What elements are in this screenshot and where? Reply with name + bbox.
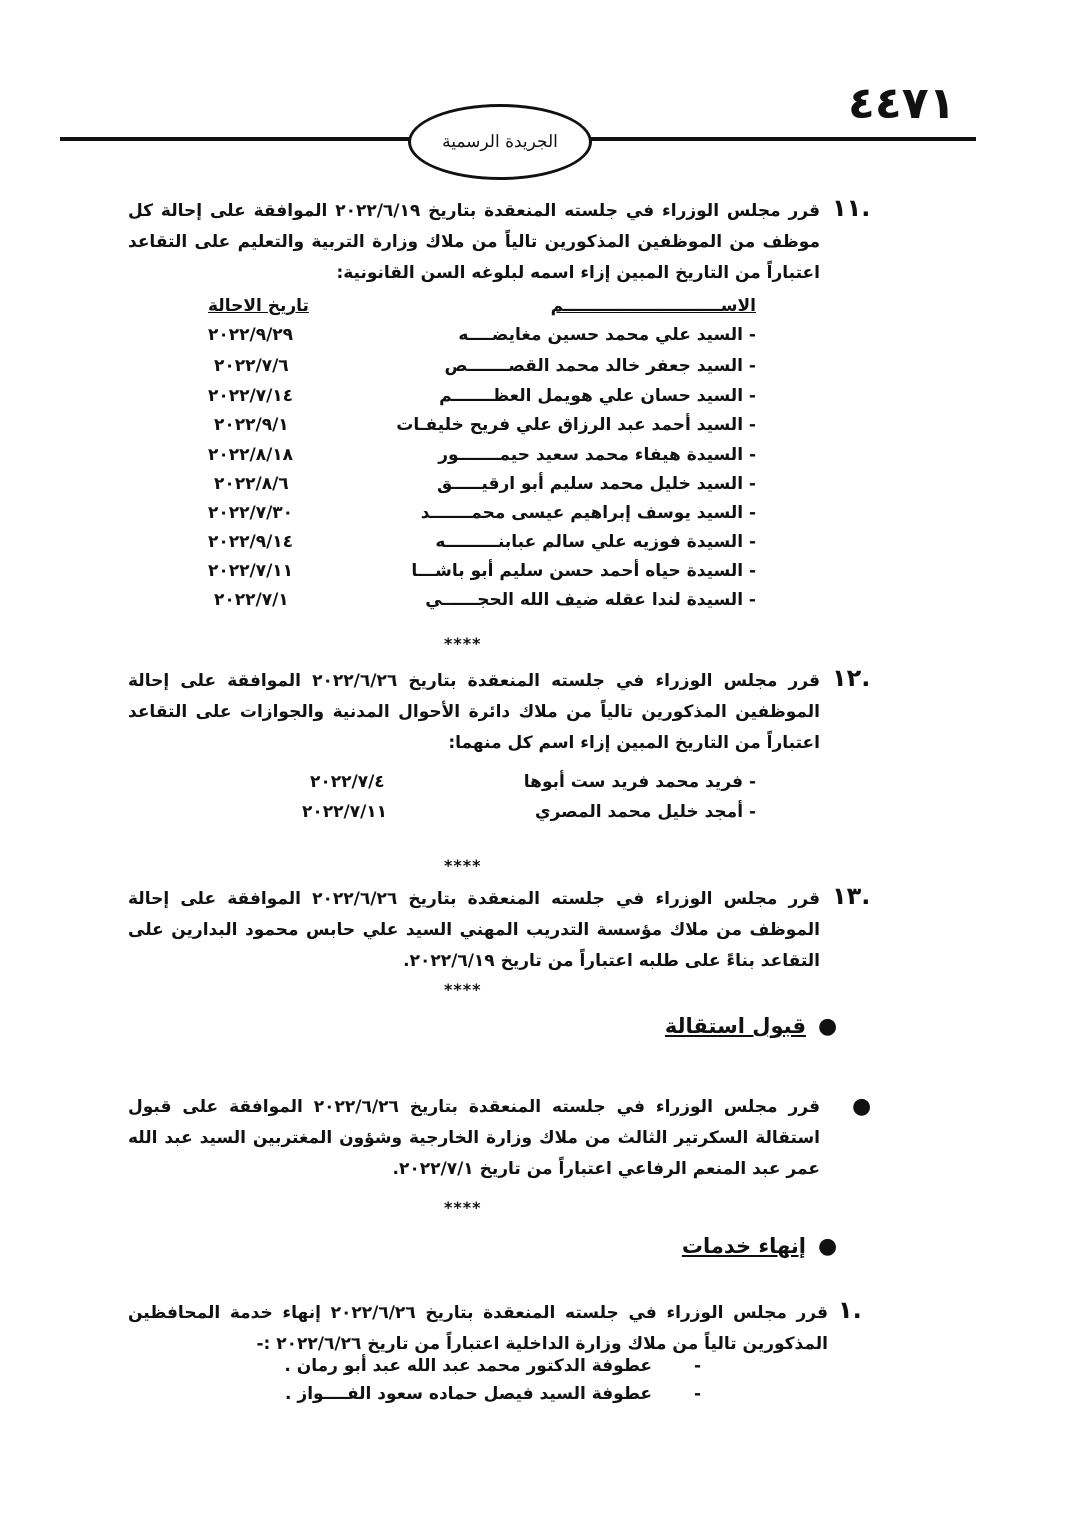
column-header-name: الاســـــــــــــــــــــــــــم — [550, 296, 756, 316]
retiree-name: - السيدة لندا عقله ضيف الله الحجــــــي — [425, 590, 756, 610]
retiree-name: - أمجد خليل محمد المصري — [535, 802, 756, 822]
retiree-name: - السيد علي محمد حسين مغايضــــه — [458, 325, 756, 345]
termination-item-number: .١ — [838, 1296, 862, 1324]
separator-stars: **** — [444, 856, 482, 875]
retiree-name: - السيد أحمد عبد الرزاق علي فريح خليفـات — [396, 415, 756, 435]
list-dash: - — [694, 1384, 702, 1404]
retiree-date: ٢٠٢٢/٩/١٤ — [208, 532, 294, 552]
gazette-name: الجريدة الرسمية — [442, 132, 558, 152]
retiree-date: ٢٠٢٢/٩/١ — [214, 415, 289, 435]
retiree-name: - السيد خليل محمد سليم أبو ارقيـــــق — [437, 474, 756, 494]
item-13-text: قرر مجلس الوزراء في جلسته المنعقدة بتاريخ ٢٠٢٢/٦/٢٦ الموافقة على إحالة الموظف من ملاك مؤسسة التدريب المهني السيد علي حابس محمود البدارين على التقاعد بناءً على طلبه اعتباراً من تاريخ ٢٠٢٢/٦/١٩. — [128, 889, 821, 971]
retiree-date: ٢٠٢٢/٨/٦ — [214, 474, 289, 494]
retiree-date: ٢٠٢٢/٧/٤ — [310, 772, 385, 792]
item-11-text: قرر مجلس الوزراء في جلسته المنعقدة بتاريخ ٢٠٢٢/٦/١٩ الموافقة على إحالة كل موظف من الموظفين المذكورين تالياً من ملاك وزارة التربية والتعليم على التقاعد اعتباراً من التاريخ المبين إزاء اسمه لبلوغه السن القانونية: — [128, 201, 820, 283]
retiree-name: - السيد يوسف إبراهيم عيسى محمـــــــد — [420, 503, 756, 523]
separator-stars: **** — [444, 980, 482, 999]
retiree-name: - السيدة هيفاء محمد سعيد حيمـــــــور — [438, 445, 756, 465]
bullet: ● — [818, 1234, 838, 1259]
retiree-date: ٢٠٢٢/٧/١ — [214, 590, 289, 610]
item-12-number: .١٢ — [832, 664, 871, 692]
termination-text: قرر مجلس الوزراء في جلسته المنعقدة بتاريخ ٢٠٢٢/٦/٢٦ إنهاء خدمة المحافظين المذكورين تالياً من ملاك وزارة الداخلية اعتباراً من تاريخ ٢٠٢٢/٦/٢٦ :- — [128, 1303, 829, 1354]
retiree-name: - السيدة فوزيه علي سالم عبابنـــــــــه — [435, 532, 756, 552]
item-13-number: .١٣ — [832, 882, 871, 910]
item-12-text: قرر مجلس الوزراء في جلسته المنعقدة بتاريخ ٢٠٢٢/٦/٢٦ الموافقة على إحالة الموظفين المذكورين تالياً من ملاك دائرة الأحوال المدنية والجوازات على التقاعد اعتباراً من التاريخ المبين إزاء اسم كل منهما: — [128, 671, 821, 753]
retiree-date: ٢٠٢٢/٧/٦ — [214, 356, 289, 376]
bullet: ● — [852, 1094, 872, 1119]
separator-stars: **** — [444, 1198, 482, 1217]
resignation-text: قرر مجلس الوزراء في جلسته المنعقدة بتاريخ ٢٠٢٢/٦/٢٦ الموافقة على قبول استقالة السكرتير الثالث من ملاك وزارة الخارجية وشؤون المغتربين السيد عبد الله عمر عبد المنعم الرفاعي اعتباراً من تاريخ ٢٠٢٢/٧/١. — [128, 1097, 820, 1179]
governor-name: عطوفة الدكتور محمد عبد الله عبد أبو رمان . — [284, 1356, 652, 1376]
list-dash: - — [694, 1356, 702, 1376]
retiree-date: ٢٠٢٢/٨/١٨ — [208, 445, 294, 465]
retiree-date: ٢٠٢٢/٧/٣٠ — [208, 503, 294, 523]
retiree-name: - السيد جعفر خالد محمد القصـــــــص — [444, 356, 756, 376]
resignation-heading: قبول استقالة — [664, 1014, 806, 1038]
retiree-name: - السيدة حياه أحمد حسن سليم أبو باشـــا — [411, 561, 756, 581]
termination-heading: إنهاء خدمات — [681, 1234, 806, 1258]
bullet: ● — [818, 1014, 838, 1039]
governor-name: عطوفة السيد فيصل حماده سعود الفــــواز . — [285, 1384, 652, 1404]
retiree-date: ٢٠٢٢/٧/١١ — [208, 561, 294, 581]
retiree-name: - فريد محمد فريد ست أبوها — [523, 772, 756, 792]
retiree-name: - السيد حسان علي هويمل العظـــــــم — [439, 386, 756, 406]
retiree-date: ٢٠٢٢/٩/٢٩ — [208, 325, 294, 345]
item-11-number: .١١ — [832, 194, 871, 222]
retiree-date: ٢٠٢٢/٧/١١ — [302, 802, 388, 822]
retiree-date: ٢٠٢٢/٧/١٤ — [208, 386, 294, 406]
gazette-name-oval — [408, 104, 592, 180]
column-header-date: تاريخ الاحالة — [208, 296, 309, 316]
page-number: ٤٤٧١ — [848, 78, 956, 129]
separator-stars: **** — [444, 634, 482, 653]
